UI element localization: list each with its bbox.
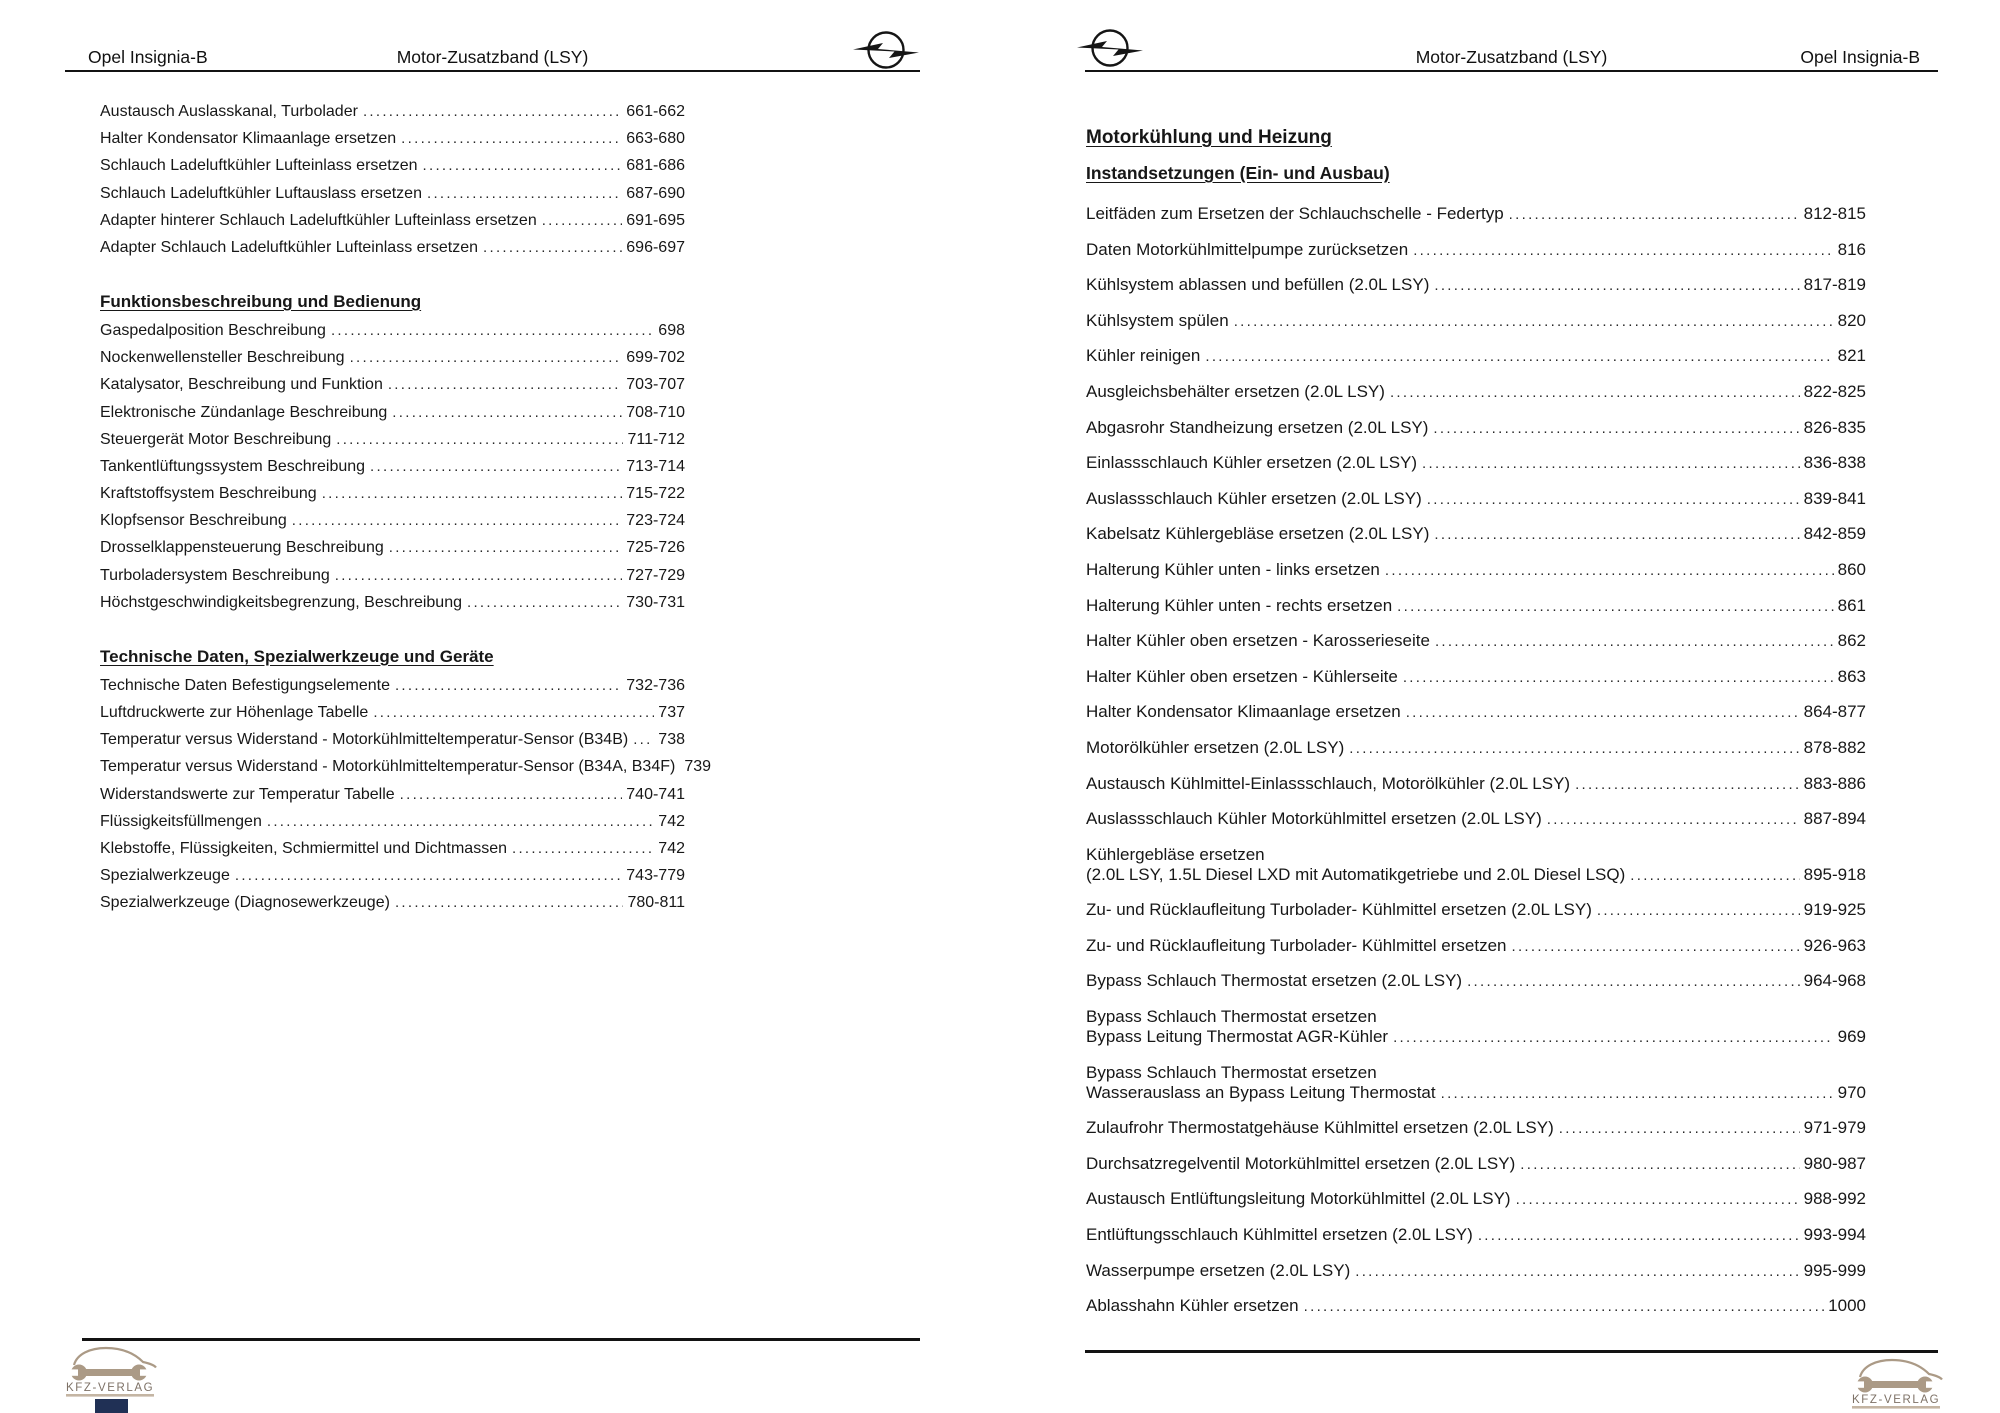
- toc-entry-pages: 861: [1837, 595, 1866, 615]
- toc-entry-label: Elektronische Zündanlage Beschreibung: [100, 403, 388, 421]
- toc-entry-pages: 740-741: [626, 785, 685, 803]
- toc-entry: [100, 893, 685, 913]
- toc-entry: [100, 593, 685, 613]
- toc-entry: [100, 866, 685, 886]
- toc-entry-label: Temperatur versus Widerstand - Motorkühlmitteltemperatur-Sensor (B34A, B34F): [100, 758, 676, 776]
- toc-entry-label: Kühlsystem spülen: [1086, 310, 1229, 330]
- header-rule-right: [1085, 70, 1938, 72]
- toc-entry-label: Ablasshahn Kühler ersetzen: [1086, 1296, 1299, 1316]
- dot-leader: [350, 348, 623, 368]
- dot-leader: [1397, 596, 1833, 617]
- toc-entry-label: Adapter Schlauch Ladeluftkühler Lufteinlass ersetzen: [100, 238, 479, 256]
- toc-entry-pages: 723-724: [626, 512, 685, 530]
- dot-leader: [1205, 346, 1833, 367]
- toc-entry-pages: 862: [1837, 631, 1866, 651]
- dot-leader: [467, 593, 622, 613]
- toc-entry-pages: 687-690: [626, 184, 685, 202]
- dot-leader: [1435, 631, 1834, 652]
- toc-entry-label: Drosselklappensteuerung Beschreibung: [100, 539, 384, 557]
- dot-leader: [1597, 900, 1800, 921]
- toc-entry-pages: 698: [658, 321, 685, 339]
- publisher-tagline-smudge: [1852, 1406, 1940, 1409]
- toc-entry-multiline: [1086, 1063, 1866, 1104]
- toc-entry-label: Spezialwerkzeuge: [100, 867, 230, 885]
- toc-entry-pages: 969: [1837, 1027, 1866, 1047]
- toc-entry-multiline: [1086, 845, 1866, 886]
- toc-entry: [1086, 1083, 1866, 1104]
- toc-right-column: [1086, 126, 1866, 1332]
- toc-entry-label: Leitfäden zum Ersetzen der Schlauchschelle - Federtyp: [1086, 204, 1504, 223]
- toc-entry: [100, 129, 685, 149]
- toc-entry-label: Auslassschlauch Kühler Motorkühlmittel ersetzen (2.0L LSY): [1086, 809, 1542, 829]
- toc-entry-label: Bypass Schlauch Thermostat ersetzen: [1086, 1062, 1377, 1082]
- toc-entry: [100, 730, 685, 750]
- toc-entry-pages: 732-736: [626, 676, 685, 694]
- toc-entry-label: Austausch Entlüftungsleitung Motorkühlmittel (2.0L LSY): [1086, 1189, 1511, 1209]
- dot-leader: [388, 375, 622, 395]
- toc-entry-pages: 964-968: [1803, 971, 1866, 991]
- dot-leader: [370, 457, 622, 477]
- dot-leader: [395, 893, 624, 913]
- dot-leader: [1516, 1189, 1800, 1210]
- toc-entry-label: Spezialwerkzeuge (Diagnosewerkzeuge): [100, 894, 390, 912]
- dot-leader: [633, 730, 654, 750]
- toc-entry-pages: 742: [658, 839, 685, 857]
- toc-entry-label: Austausch Kühlmittel-Einlassschlauch, Motorölkühler (2.0L LSY): [1086, 773, 1571, 793]
- toc-entry-label: Schlauch Ladeluftkühler Luftauslass ersetzen: [100, 184, 422, 202]
- toc-entry-label: Halter Kondensator Klimaanlage ersetzen: [1086, 702, 1401, 722]
- toc-entry: [100, 566, 685, 586]
- toc-entry-label: Steuergerät Motor Beschreibung: [100, 430, 332, 448]
- kfz-verlag-logo: [1850, 1355, 1954, 1411]
- dot-leader: [542, 211, 623, 231]
- page-header-left: [65, 40, 920, 68]
- header-vehicle-title: Opel Insignia-B: [88, 47, 208, 67]
- publisher-name: KFZ-VERLAG: [66, 1382, 155, 1394]
- dot-leader: [400, 785, 623, 805]
- publisher-tagline-smudge: [66, 1394, 154, 1397]
- toc-entry: [100, 757, 712, 777]
- toc-entry-label: Ausgleichsbehälter ersetzen (2.0L LSY): [1086, 381, 1385, 401]
- toc-entry-pages: 971-979: [1803, 1118, 1866, 1138]
- dot-leader: [427, 184, 622, 204]
- car-outline-icon: [74, 1348, 156, 1368]
- toc-entry-label: Flüssigkeitsfüllmengen: [100, 812, 262, 830]
- toc-entry: [1086, 1027, 1866, 1048]
- toc-entry: [1086, 936, 1866, 957]
- opel-logo: [852, 27, 920, 73]
- toc-entry: [1086, 1261, 1866, 1282]
- dot-leader: [335, 566, 623, 586]
- section-heading: Technische Daten, Spezialwerkzeuge und Geräte: [100, 646, 494, 666]
- dot-leader: [1547, 809, 1800, 830]
- toc-entry-label: Zu- und Rücklaufleitung Turbolader- Kühlmittel ersetzen: [1086, 935, 1507, 955]
- toc-entry-pages: 895-918: [1803, 864, 1866, 884]
- toc-entry-label: Schlauch Ladeluftkühler Lufteinlass ersetzen: [100, 157, 418, 175]
- toc-entry: [100, 238, 685, 258]
- toc-entry: [100, 511, 685, 531]
- dot-leader: [1427, 489, 1800, 510]
- kfz-verlag-logo: [64, 1343, 168, 1399]
- toc-entry: [1086, 524, 1866, 545]
- toc-entry: [1086, 596, 1866, 617]
- toc-entry-label: Kabelsatz Kühlergebläse ersetzen (2.0L LSY): [1086, 524, 1430, 544]
- toc-entry-pages: 711-712: [627, 430, 685, 448]
- toc-entry-label: Durchsatzregelventil Motorkühlmittel ersetzen (2.0L LSY): [1086, 1153, 1516, 1173]
- toc-entry-pages: 842-859: [1803, 524, 1866, 544]
- toc-entry-pages: 715-722: [626, 485, 685, 503]
- toc-entry: [1086, 809, 1866, 830]
- toc-entry-pages: 839-841: [1803, 488, 1866, 508]
- dot-leader: [1520, 1154, 1799, 1175]
- dot-leader: [395, 676, 622, 696]
- toc-entry: [1086, 1296, 1866, 1317]
- toc-entry-label: Motorölkühler ersetzen (2.0L LSY): [1086, 737, 1345, 757]
- toc-entry-label: Wasserauslass an Bypass Leitung Thermostat: [1086, 1082, 1436, 1102]
- toc-entry-pages: 995-999: [1803, 1260, 1866, 1280]
- toc-entry-pages: 812-815: [1803, 204, 1866, 223]
- toc-entry: [1086, 774, 1866, 795]
- toc-entry: [100, 156, 685, 176]
- toc-entry: [1086, 1189, 1866, 1210]
- toc-entry-pages: 836-838: [1803, 453, 1866, 473]
- toc-entry-pages: 1000: [1828, 1296, 1866, 1316]
- toc-entry-pages: 863: [1837, 666, 1866, 686]
- toc-entry-label: Kühlergebläse ersetzen: [1086, 844, 1265, 864]
- toc-entry-pages: 820: [1837, 310, 1866, 330]
- toc-entry-label: Halter Kühler oben ersetzen - Kühlerseite: [1086, 666, 1398, 686]
- toc-entry-label: Halterung Kühler unten - rechts ersetzen: [1086, 595, 1393, 615]
- dot-leader: [1385, 560, 1834, 581]
- toc-entry-label: Wasserpumpe ersetzen (2.0L LSY): [1086, 1260, 1351, 1280]
- dot-leader: [1413, 240, 1833, 261]
- dot-leader: [1304, 1296, 1825, 1317]
- toc-entry-pages: 883-886: [1803, 773, 1866, 793]
- toc-entry-pages: 727-729: [626, 566, 685, 584]
- toc-entry: [1086, 275, 1866, 296]
- dot-leader: [423, 156, 623, 176]
- toc-entry-label: Nockenwellensteller Beschreibung: [100, 349, 345, 367]
- toc-entry-label: Kühler reinigen: [1086, 346, 1201, 366]
- toc-entry-label: Entlüftungsschlauch Kühlmittel ersetzen (2.0L LSY): [1086, 1225, 1473, 1245]
- dot-leader: [1509, 204, 1800, 225]
- toc-entry: [100, 785, 685, 805]
- dot-leader: [1422, 453, 1800, 474]
- dot-leader: [1355, 1261, 1799, 1282]
- toc-entry: [100, 403, 685, 423]
- toc-entry-label: Zu- und Rücklaufleitung Turbolader- Kühlmittel ersetzen (2.0L LSY): [1086, 900, 1592, 920]
- toc-entry: [100, 457, 685, 477]
- toc-entry-pages: 742: [658, 812, 685, 830]
- toc-entry-label: Klopfsensor Beschreibung: [100, 512, 287, 530]
- toc-entry: [1086, 204, 1866, 225]
- dot-leader: [1434, 275, 1799, 296]
- toc-entry: [100, 102, 685, 122]
- toc-entry-label: Bypass Schlauch Thermostat ersetzen: [1086, 1007, 1377, 1027]
- dot-leader: [401, 129, 622, 149]
- page-header-right: [1085, 40, 1938, 68]
- section-heading: Funktionsbeschreibung und Bedienung: [100, 291, 422, 311]
- toc-entry-pages: 743-779: [626, 867, 685, 885]
- toc-entry: [100, 348, 685, 368]
- toc-entry-label: Zulaufrohr Thermostatgehäuse Kühlmittel ersetzen (2.0L LSY): [1086, 1118, 1554, 1138]
- toc-entry: [1086, 1154, 1866, 1175]
- toc-entry-label: Bypass Schlauch Thermostat ersetzen (2.0L LSY): [1086, 971, 1463, 991]
- toc-entry: [100, 375, 685, 395]
- toc-entry-pages: 737: [658, 704, 685, 721]
- toc-entry: [100, 538, 685, 558]
- car-outline-icon: [1860, 1360, 1942, 1380]
- dot-leader: [1575, 774, 1800, 795]
- toc-entry-label: Tankentlüftungssystem Beschreibung: [100, 457, 366, 475]
- dot-leader: [1467, 971, 1800, 992]
- toc-entry-pages: 681-686: [626, 157, 685, 175]
- toc-entry-label: Widerstandswerte zur Temperatur Tabelle: [100, 785, 395, 803]
- dot-leader: [1390, 382, 1800, 403]
- toc-entry: [1086, 631, 1866, 652]
- toc-entry: [1086, 311, 1866, 332]
- toc-entry-pages: 817-819: [1803, 275, 1866, 295]
- dot-leader: [373, 703, 654, 723]
- toc-entry: [1086, 453, 1866, 474]
- toc-entry-pages: 699-702: [626, 349, 685, 367]
- toc-entry-pages: 663-680: [626, 130, 685, 148]
- dot-leader: [512, 839, 654, 859]
- toc-entry-pages: 691-695: [626, 211, 685, 229]
- toc-entry-pages: 864-877: [1803, 702, 1866, 722]
- toc-entry: [1086, 240, 1866, 261]
- toc-entry-pages: 988-992: [1803, 1189, 1866, 1209]
- dot-leader: [363, 102, 622, 122]
- footer-rule-left: [82, 1338, 920, 1341]
- toc-entry-pages: 708-710: [626, 403, 685, 421]
- dot-leader: [235, 866, 622, 886]
- toc-entry-pages: 661-662: [626, 103, 685, 120]
- toc-entry-pages: 887-894: [1803, 809, 1866, 829]
- dot-leader: [1478, 1225, 1800, 1246]
- toc-entry: [1086, 418, 1866, 439]
- toc-entry-label: Abgasrohr Standheizung ersetzen (2.0L LSY): [1086, 417, 1429, 437]
- toc-entry-label: (2.0L LSY, 1.5L Diesel LXD mit Automatikgetriebe und 2.0L Diesel LSQ): [1086, 864, 1626, 884]
- toc-entry-label: Auslassschlauch Kühler ersetzen (2.0L LSY): [1086, 488, 1422, 508]
- toc-entry: [100, 321, 685, 341]
- toc-entry-pages: 821: [1837, 346, 1866, 366]
- toc-entry-label: Kühlsystem ablassen und befüllen (2.0L LSY): [1086, 275, 1430, 295]
- toc-entry: [1086, 865, 1866, 886]
- toc-entry: [100, 676, 685, 696]
- header-document-title: Motor-Zusatzband (LSY): [1415, 47, 1608, 67]
- dot-leader: [292, 511, 623, 531]
- toc-entry: [100, 184, 685, 204]
- dot-leader: [392, 403, 622, 423]
- toc-entry: [1086, 971, 1866, 992]
- toc-entry: [1086, 560, 1866, 581]
- toc-left-column: [100, 102, 712, 921]
- footer-rule-right: [1085, 1350, 1938, 1353]
- toc-entry-pages: 703-707: [626, 376, 685, 394]
- toc-entry: [1086, 1225, 1866, 1246]
- header-document-title: Motor-Zusatzband (LSY): [396, 47, 589, 67]
- dot-leader: [1234, 311, 1834, 332]
- dot-leader: [1433, 418, 1799, 439]
- toc-entry-label: Luftdruckwerte zur Höhenlage Tabelle: [100, 704, 369, 721]
- toc-entry-label: Katalysator, Beschreibung und Funktion: [100, 376, 383, 394]
- toc-entry: [1086, 702, 1866, 723]
- toc-entry: [100, 812, 685, 832]
- toc-entry-pages: 970: [1837, 1082, 1866, 1102]
- dot-leader: [267, 812, 654, 832]
- dot-leader: [1559, 1118, 1800, 1139]
- toc-entry-pages: 739: [684, 758, 712, 776]
- toc-entry-pages: 919-925: [1803, 900, 1866, 920]
- toc-entry-label: Temperatur versus Widerstand - Motorkühlmitteltemperatur-Sensor (B34B): [100, 731, 629, 749]
- toc-entry-pages: 816: [1837, 239, 1866, 259]
- toc-entry: [100, 839, 685, 859]
- toc-entry: [100, 430, 685, 450]
- toc-entry: [1086, 346, 1866, 367]
- toc-entry-pages: 860: [1837, 559, 1866, 579]
- toc-entry-pages: 730-731: [626, 593, 685, 611]
- publisher-name: KFZ-VERLAG: [1852, 1394, 1941, 1406]
- toc-entry-label: Höchstgeschwindigkeitsbegrenzung, Beschreibung: [100, 593, 462, 611]
- toc-entry-pages: 822-825: [1803, 381, 1866, 401]
- toc-entry-label: Halter Kühler oben ersetzen - Karosserieseite: [1086, 631, 1430, 651]
- toc-entry-pages: 725-726: [626, 539, 685, 557]
- toc-entry-label: Bypass Leitung Thermostat AGR-Kühler: [1086, 1027, 1389, 1047]
- dot-leader: [1630, 865, 1799, 886]
- dot-leader: [336, 430, 623, 450]
- toc-entry: [1086, 382, 1866, 403]
- toc-entry-label: Halter Kondensator Klimaanlage ersetzen: [100, 130, 397, 148]
- dot-leader: [331, 321, 654, 341]
- dot-leader: [1406, 702, 1800, 723]
- toc-entry-label: Turboladersystem Beschreibung: [100, 566, 330, 584]
- toc-entry: [100, 484, 685, 504]
- toc-entry: [1086, 738, 1866, 759]
- opel-logo: [1076, 25, 1144, 71]
- toc-entry-pages: 826-835: [1803, 417, 1866, 437]
- toc-entry: [100, 703, 685, 723]
- toc-entry-pages: 926-963: [1803, 935, 1866, 955]
- toc-entry-label: Gaspedalposition Beschreibung: [100, 321, 326, 339]
- toc-entry-pages: 713-714: [626, 457, 685, 475]
- header-rule-left: [65, 70, 920, 72]
- section-subheading: Instandsetzungen (Ein- und Ausbau): [1086, 163, 1390, 183]
- toc-entry-pages: 696-697: [626, 238, 685, 256]
- dot-leader: [1393, 1027, 1834, 1048]
- dot-leader: [483, 238, 622, 258]
- dot-leader: [389, 538, 623, 558]
- toc-entry-pages: 878-882: [1803, 737, 1866, 757]
- section-heading: Motorkühlung und Heizung: [1086, 127, 1332, 148]
- toc-entry-pages: 780-811: [627, 894, 685, 912]
- dot-leader: [322, 484, 623, 504]
- toc-entry-label: Kraftstoffsystem Beschreibung: [100, 485, 317, 503]
- toc-entry-label: Einlassschlauch Kühler ersetzen (2.0L LSY): [1086, 453, 1418, 473]
- toc-entry-label: Daten Motorkühlmittelpumpe zurücksetzen: [1086, 239, 1409, 259]
- toc-entry: [100, 211, 685, 231]
- dot-leader: [1512, 936, 1800, 957]
- toc-entry-label: Halterung Kühler unten - links ersetzen: [1086, 559, 1380, 579]
- toc-entry-label: Technische Daten Befestigungselemente: [100, 676, 390, 694]
- dot-leader: [1349, 738, 1799, 759]
- toc-entry-pages: 993-994: [1803, 1225, 1866, 1245]
- header-vehicle-title: Opel Insignia-B: [1800, 47, 1920, 67]
- toc-entry: [1086, 667, 1866, 688]
- scan-artifact-bar: [95, 1399, 128, 1413]
- toc-entry-label: Klebstoffe, Flüssigkeiten, Schmiermittel und Dichtmassen: [100, 839, 507, 857]
- toc-entry: [1086, 489, 1866, 510]
- toc-entry-pages: 980-987: [1803, 1153, 1866, 1173]
- toc-entry-pages: 738: [658, 731, 685, 749]
- toc-entry-label: Austausch Auslasskanal, Turbolader: [100, 103, 358, 120]
- dot-leader: [1434, 524, 1799, 545]
- toc-entry-label: Adapter hinterer Schlauch Ladeluftkühler Lufteinlass ersetzen: [100, 211, 537, 229]
- dot-leader: [1441, 1083, 1834, 1104]
- dot-leader: [1403, 667, 1834, 688]
- toc-entry: [1086, 900, 1866, 921]
- toc-entry: [1086, 1118, 1866, 1139]
- toc-entry-multiline: [1086, 1007, 1866, 1048]
